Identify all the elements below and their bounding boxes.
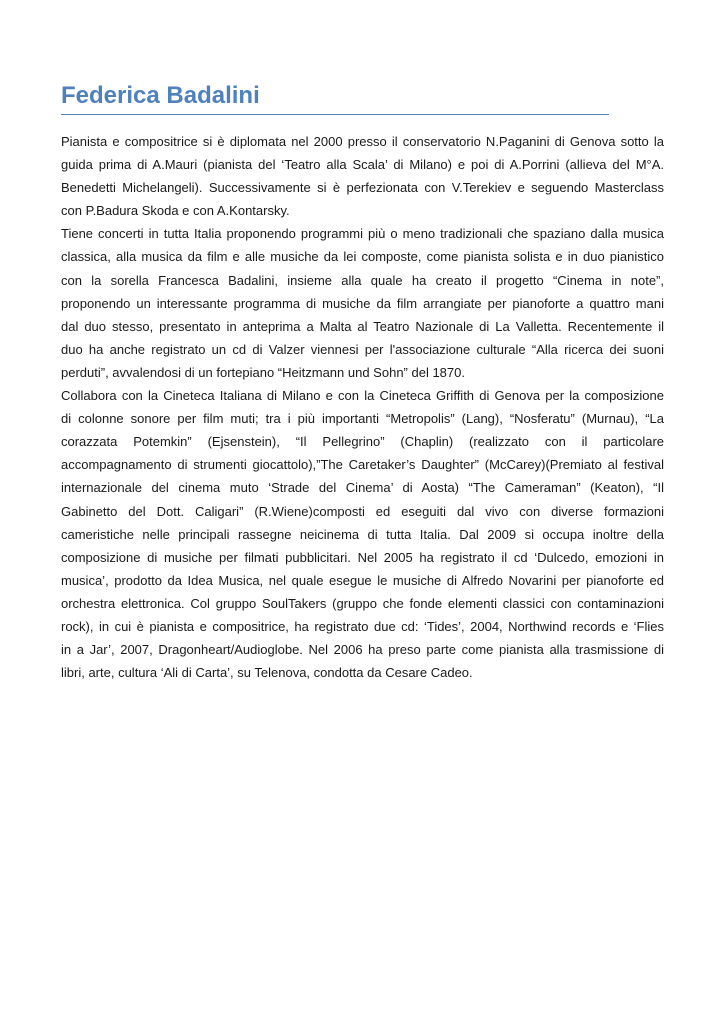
text-line: rock), in cui è pianista e compositrice, ha registrato due cd: ‘Tides’, 2004, Northwind records e ‘Flies — [61, 618, 664, 634]
document-title: Federica Badalini — [61, 82, 260, 109]
paragraph-collaborations — [61, 384, 664, 684]
text-line: Collabora con la Cineteca Italiana di Milano e con la Cineteca Griffith di Genova per la composizione — [61, 388, 664, 404]
text-line: internazionale del cinema muto ‘Strade del Cinema’ di Aosta) “The Cameraman” (Keaton), “Il — [61, 480, 664, 496]
text-line: Benedetti Michelangeli). Successivamente si è perfezionata con V.Terekiev e seguendo Masterclass — [61, 180, 664, 196]
text-line: classica, alla musica da film e alle musiche da lei composte, come pianista solista e in duo pianistico — [61, 249, 664, 265]
text-line: Tiene concerti in tutta Italia proponendo programmi più o meno tradizionali che spaziano dalla musica — [61, 226, 664, 242]
text-line: Pianista e compositrice si è diplomata nel 2000 presso il conservatorio N.Paganini di Genova sotto la — [61, 134, 664, 149]
text-line: Gabinetto del Dott. Caligari” (R.Wiene)composti ed eseguiti dal vivo con diverse formazioni — [61, 503, 664, 519]
text-line: libri, arte, cultura ‘Ali di Carta’, su Telenova, condotta da Cesare Cadeo. — [61, 665, 473, 681]
text-line: in a Jar’, 2007, Dragonheart/Audioglobe. Nel 2006 ha preso parte come pianista alla trasmissione di — [61, 642, 664, 658]
text-line: musica’, prodotto da Idea Musica, nel quale esegue le musiche di Alfredo Novarini per pianoforte ed — [61, 572, 664, 588]
paragraph-education — [61, 130, 664, 222]
document-body — [61, 130, 664, 684]
text-line: composizione di musiche per filmati pubblicitari. Nel 2005 ha registrato il cd ‘Dulcedo, emozioni in — [61, 549, 664, 565]
title-underline-rule — [61, 114, 609, 115]
text-line: accompagnamento di strumenti giocattolo),”The Caretaker’s Daughter” (McCarey)(Premiato al festival — [61, 457, 664, 473]
text-line: con la sorella Francesca Badalini, insieme alla quale ha creato il progetto “Cinema in note”, — [61, 272, 664, 288]
text-line: duo ha anche registrato un cd di Valzer viennesi per l'associazione culturale “Alla ricerca dei suoni — [61, 341, 664, 357]
text-line: orchestra elettronica. Col gruppo SoulTakers (gruppo che fonde elementi classici con contaminazioni — [61, 595, 664, 611]
text-line: proponendo un interessante programma di musiche da film arrangiate per pianoforte a quattro mani — [61, 295, 664, 311]
text-line: di colonne sonore per film muti; tra i più importanti “Metropolis” (Lang), “Nosferatu” (Murnau), “La — [61, 411, 664, 427]
text-line: con P.Badura Skoda e con A.Kontarsky. — [61, 203, 290, 219]
text-line: guida prima di A.Mauri (pianista del ‘Teatro alla Scala’ di Milano) e poi di A.Porrini (allieva del M°A. — [61, 157, 664, 173]
text-line: dal duo stesso, presentato in anteprima a Malta al Teatro Nazionale di La Valletta. Recentemente il — [61, 318, 664, 334]
text-line: cameristiche nelle principali rassegne neicinema di tutta Italia. Dal 2009 si occupa inoltre della — [61, 526, 664, 542]
paragraph-concerts — [61, 222, 664, 384]
text-line: corazzata Potemkin” (Ejsenstein), “Il Pellegrino” (Chaplin) (realizzato con il particolare — [61, 434, 664, 450]
text-line: perduti”, avvalendosi di un fortepiano “Heitzmann und Sohn” del 1870. — [61, 364, 465, 380]
